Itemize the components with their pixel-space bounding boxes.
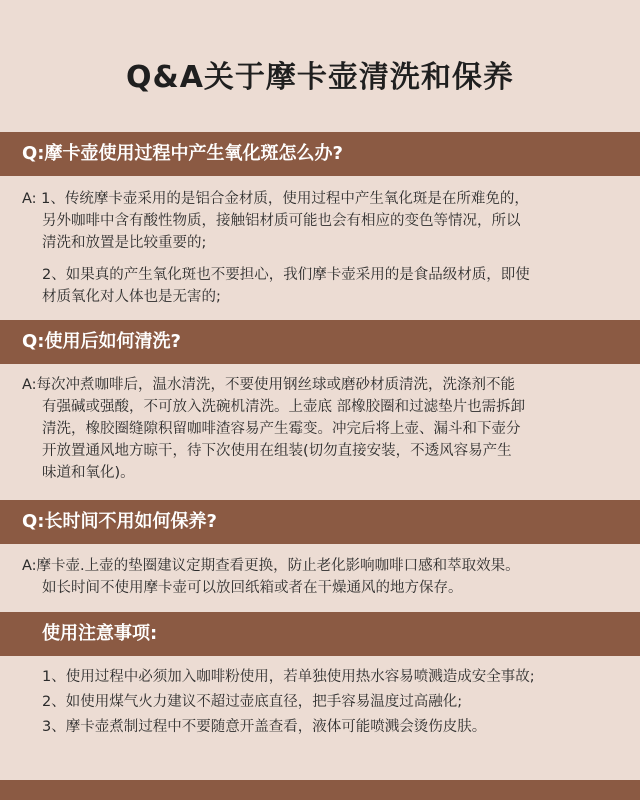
answer-line: 2、如果真的产生氧化斑也不要担心，我们摩卡壶采用的是食品级材质，即使 xyxy=(42,267,530,283)
answer-line: 有强碱或强酸，不可放入洗碗机清洗。上壶底 部橡胶圈和过滤垫片也需拆卸 xyxy=(42,399,526,415)
question-bar-oxidation xyxy=(0,132,640,176)
notes-heading-bar xyxy=(0,612,640,656)
note-item: 1、使用过程中必须加入咖啡粉使用，若单独使用热水容易喷溅造成安全事故; xyxy=(42,669,535,685)
answer-line: 如长时间不使用摩卡壶可以放回纸箱或者在干燥通风的地方保存。 xyxy=(42,580,463,596)
notes-heading: 使用注意事项: xyxy=(42,623,158,644)
answer-line: 材质氧化对人体也是无害的; xyxy=(42,289,221,305)
answer-line: 味道和氧化)。 xyxy=(42,465,135,481)
answer-line: A:摩卡壶.上壶的垫圈建议定期查看更换，防止老化影响咖啡口感和萃取效果。 xyxy=(22,558,520,574)
note-item: 2、如使用煤气火力建议不超过壶底直径，把手容易温度过高融化; xyxy=(42,694,463,710)
notes-list xyxy=(42,665,632,740)
answer-line: 清洗和放置是比较重要的; xyxy=(42,235,207,251)
answer-block-oxidation xyxy=(22,188,622,308)
answer-line: 另外咖啡中含有酸性物质，接触铝材质可能也会有相应的变色等情况，所以 xyxy=(42,213,521,229)
page-title: Q&A关于摩卡壶清洗和保养 xyxy=(126,60,514,95)
question-bar-cleaning xyxy=(0,320,640,364)
answer-block-cleaning xyxy=(22,374,622,484)
question-text: Q:长时间不用如何保养? xyxy=(22,511,217,532)
answer-block-storage xyxy=(22,555,622,599)
answer-line: A:每次冲煮咖啡后，温水清洗，不要使用钢丝球或磨砂材质清洗，洗涤剂不能 xyxy=(22,377,516,393)
footer-bar xyxy=(0,780,640,800)
question-text: Q:使用后如何清洗? xyxy=(22,331,181,352)
answer-line: 开放置通风地方晾干，待下次使用在组装(切勿直接安装，不透风容易产生 xyxy=(42,443,512,459)
answer-line: A: 1、传统摩卡壶采用的是铝合金材质，使用过程中产生氧化斑是在所难免的， xyxy=(22,191,529,207)
question-text: Q:摩卡壶使用过程中产生氧化斑怎么办? xyxy=(22,143,343,164)
answer-line: 清洗，橡胶圈缝隙积留咖啡渣容易产生霉变。冲完后将上壶、漏斗和下壶分 xyxy=(42,421,521,437)
question-bar-storage xyxy=(0,500,640,544)
note-item: 3、摩卡壶煮制过程中不要随意开盖查看，液体可能喷溅会烫伤皮肤。 xyxy=(42,719,487,735)
